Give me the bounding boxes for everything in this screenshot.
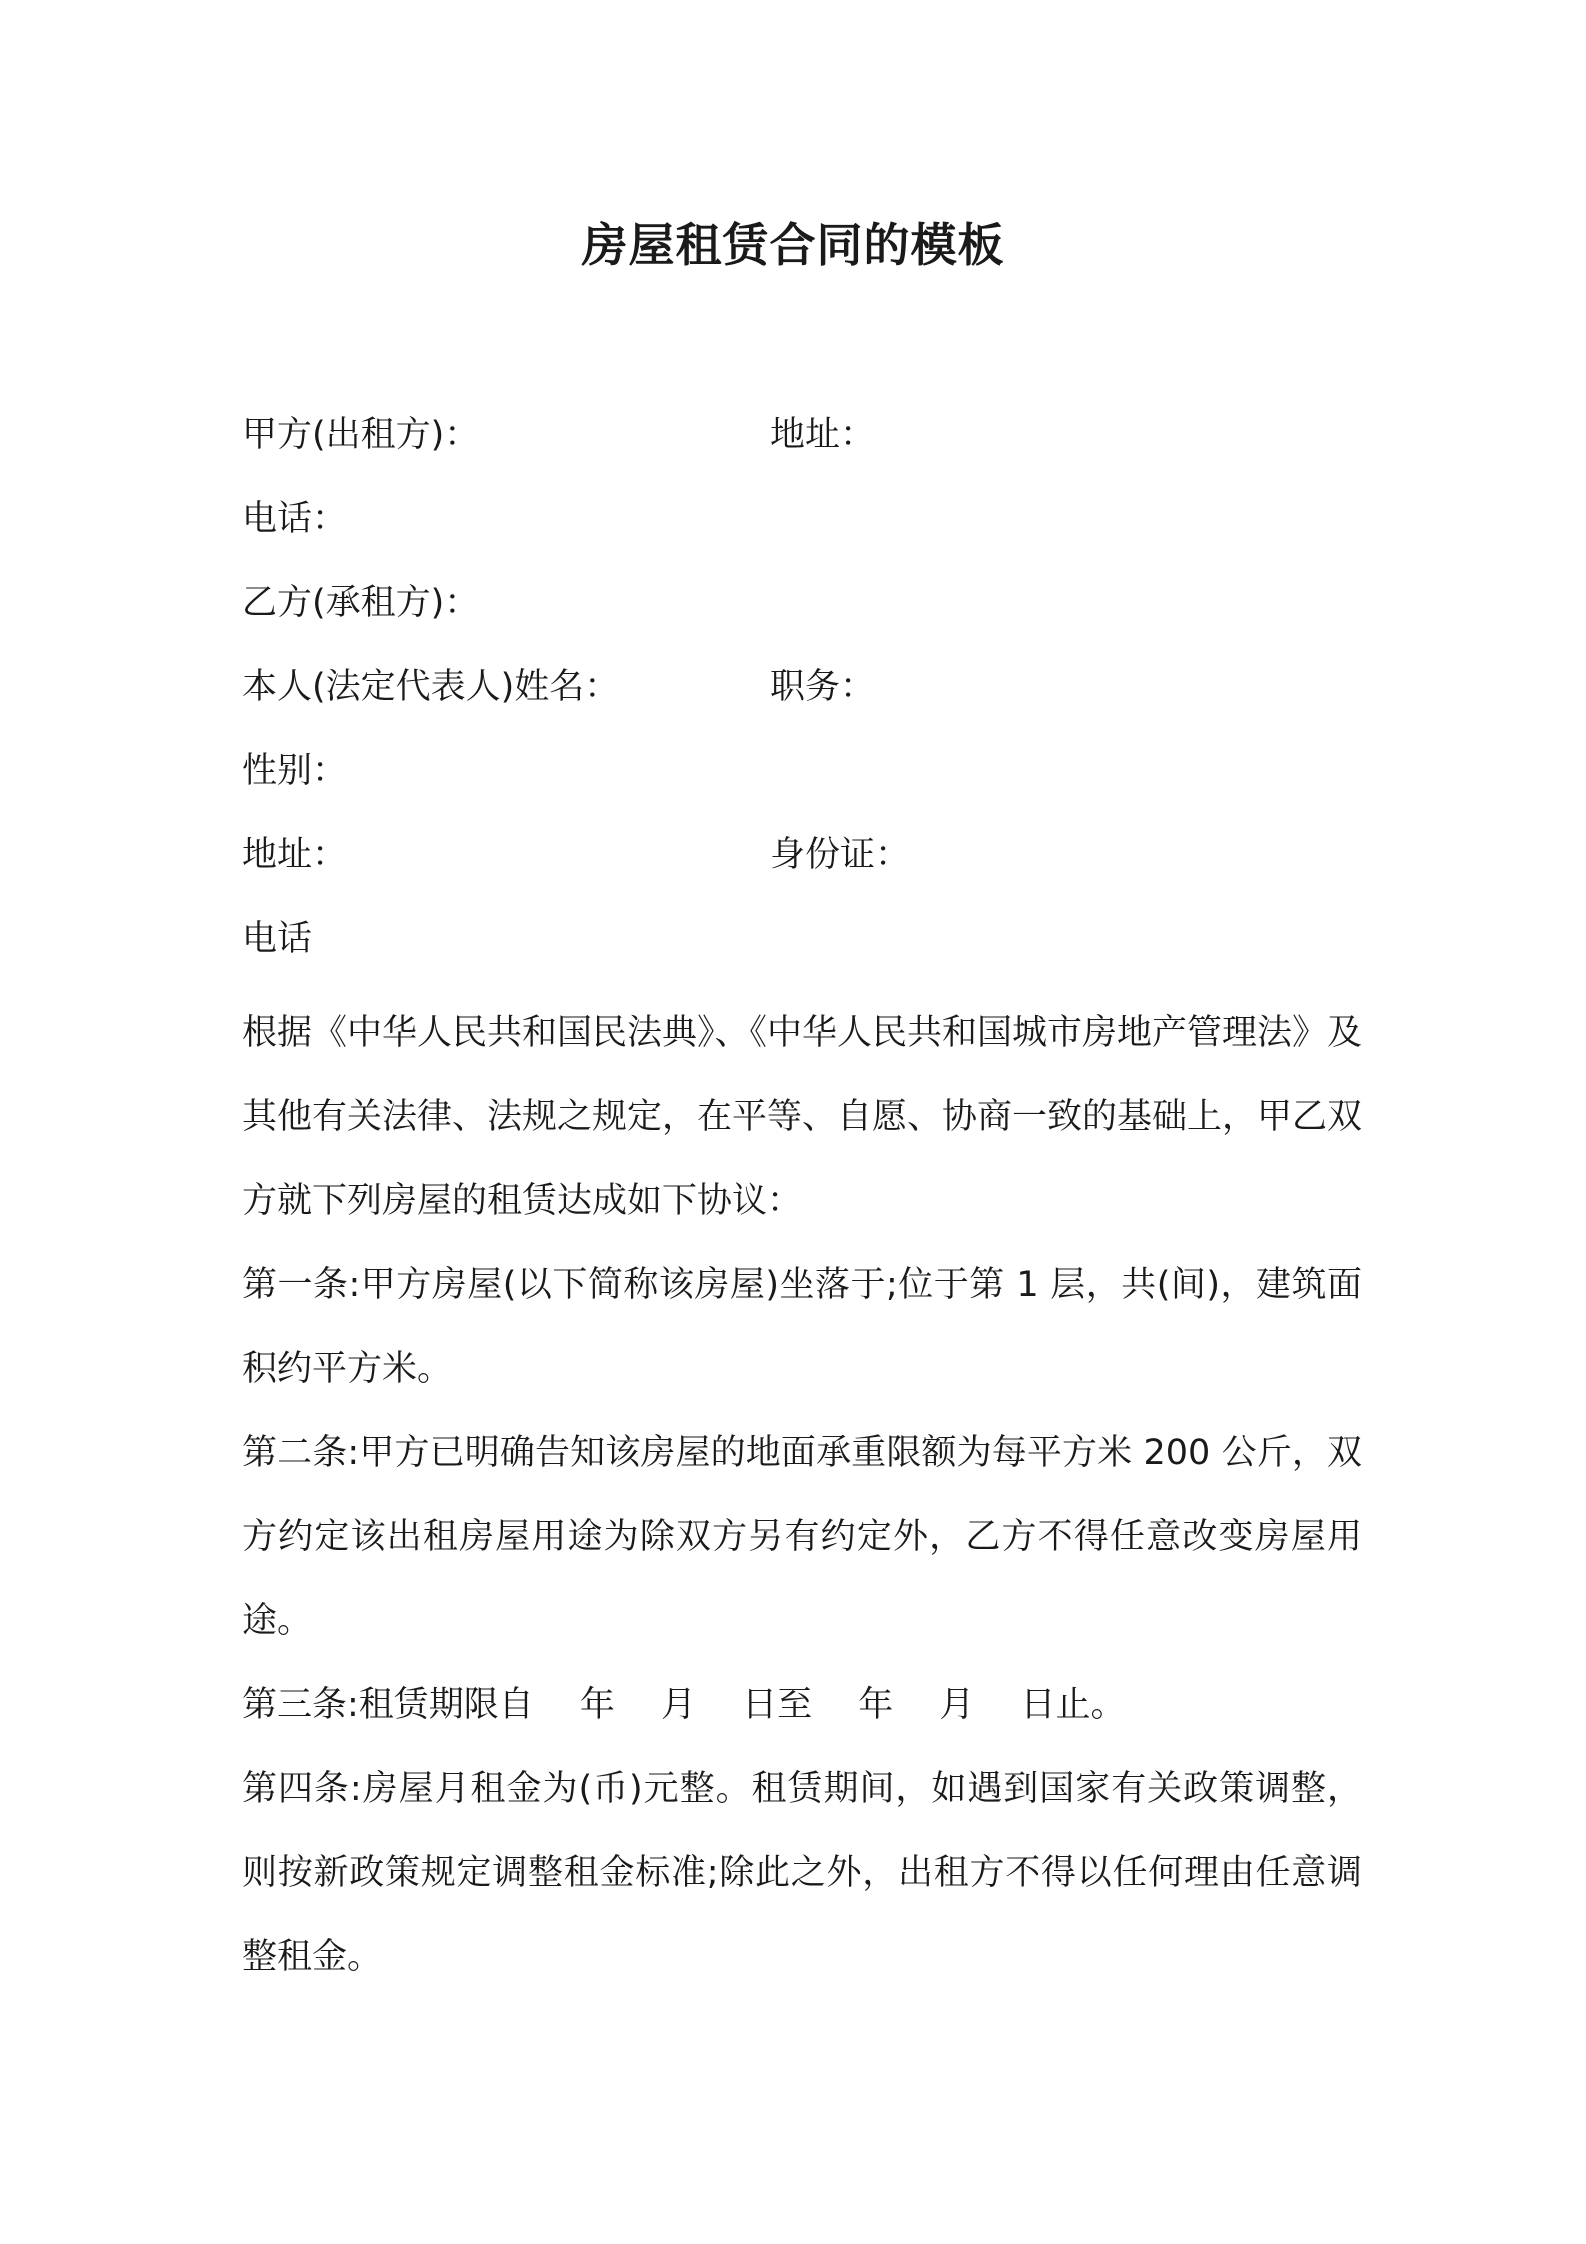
article-4-paragraph: 第四条:房屋月租金为(币)元整。租赁期间，如遇到国家有关政策调整，则按新政策规定调整租金标准;除此之外，出租方不得以任何理由任意调整租金。 <box>242 1769 1362 1977</box>
preamble-paragraph: 根据《中华人民共和国民法典》、《中华人民共和国城市房地产管理法》及其他有关法律、法规之规定，在平等、自愿、协商一致的基础上，甲乙双方就下列房屋的租赁达成如下协议： <box>242 1013 1363 1221</box>
id-card-label: 身份证： <box>770 835 911 875</box>
field-row-lessee <box>242 573 1362 657</box>
lessor-phone-label: 电话： <box>242 499 348 539</box>
contract-body <box>242 991 1362 1999</box>
article-3-paragraph: 第三条:租赁期限自 年 月 日至 年 月 日止。 <box>242 1685 1126 1725</box>
field-row-gender <box>242 741 1362 825</box>
field-row-lessee-phone <box>242 909 1362 993</box>
field-row-lessor-phone <box>242 489 1362 573</box>
lessor-address-label: 地址： <box>770 415 876 455</box>
field-row-lessee-address <box>242 825 1362 909</box>
gender-label: 性别： <box>242 751 348 791</box>
party-info-fields <box>242 405 1362 993</box>
document-title: 房屋租赁合同的模板 <box>581 218 1005 272</box>
article-2-paragraph: 第二条:甲方已明确告知该房屋的地面承重限额为每平方米 200 公斤，双方约定该出租房屋用途为除双方另有约定外，乙方不得任意改变房屋用途。 <box>242 1433 1362 1641</box>
lessee-address-label: 地址： <box>242 835 348 875</box>
field-row-representative <box>242 657 1362 741</box>
representative-name-label: 本人(法定代表人)姓名： <box>242 667 620 707</box>
lessee-label: 乙方(承租方)： <box>242 583 480 623</box>
position-label: 职务： <box>770 667 876 707</box>
lessor-label: 甲方(出租方)： <box>242 415 480 455</box>
lessee-phone-label: 电话 <box>242 919 313 959</box>
field-row-lessor <box>242 405 1362 489</box>
article-1-paragraph: 第一条:甲方房屋(以下简称该房屋)坐落于;位于第 1 层，共(间)，建筑面积约平方米。 <box>242 1265 1362 1389</box>
